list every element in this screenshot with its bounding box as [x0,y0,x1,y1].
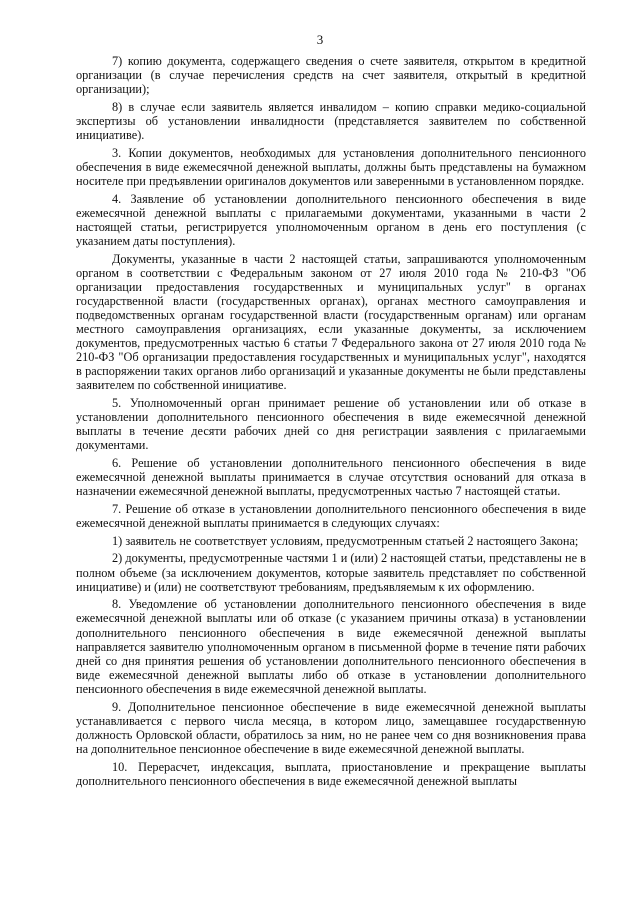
paragraph-item-7: 7) копию документа, содержащего сведения о счете заявителя, открытом в кредитной организации (в случае перечисления средств на счет заявителя, открытый в кредитной организации); [76,54,586,97]
paragraph-5: 5. Уполномоченный орган принимает решение об установлении или об отказе в установлении дополнительного пенсионного обеспечения в виде ежемесячной денежной выплаты в течение десяти рабочих дней со дня регистрации заявления с прилагаемыми документами. [76,396,586,453]
paragraph-7-item-2: 2) документы, предусмотренные частями 1 и (или) 2 настоящей статьи, представлены не в полном объеме (за исключением документов, которые заявитель представляет по собственной инициативе) и (или) не соответствуют требованиям, предъявляемым к их оформлению. [76,551,586,594]
paragraph-7-item-1: 1) заявитель не соответствует условиям, предусмотренным статьей 2 настоящего Закона; [112,533,579,548]
paragraph-10: 10. Перерасчет, индексация, выплата, приостановление и прекращение выплаты дополнительного пенсионного обеспечения в виде ежемесячной денежной выплаты [76,759,586,788]
paragraph-3: 3. Копии документов, необходимых для установления дополнительного пенсионного обеспечения в виде ежемесячной денежной выплаты, должны быть представлены на бумажном носителе при предъявлении оригиналов документов или заверенными в установленном порядке. [76,145,586,188]
paragraph-4-continued: Документы, указанные в части 2 настоящей статьи, запрашиваются уполномоченным органом в соответствии с Федеральным законом от 27 июля 2010 года № 210-ФЗ "Об организации предоставления государственных и муниципальных услуг" в органах государственной власти (государственных органах), органах местного самоуправления и подведомственных органам государственной власти (государственным органам) или органам местного самоуправления организациях, если указанные документы, за исключением документов, предусмотренных частью 6 статьи 7 Федерального закона от 27 июля 2010 года № 210-ФЗ "Об организации предоставления государственных и муниципальных услуг", находятся в распоряжении таких органов либо организаций и указанные документы не были представлены заявителем по собственной инициативе. [76,251,586,393]
paragraph-8: 8. Уведомление об установлении дополнительного пенсионного обеспечения в виде ежемесячной денежной выплаты или об отказе (с указанием причины отказа) в установлении дополнительного пенсионного обеспечения в виде ежемесячной денежной выплаты направляется заявителю уполномоченным органом в письменной форме в течение пяти рабочих дней со дня принятия решения об установлении дополнительного пенсионного обеспечения в виде ежемесячной денежной выплаты либо об отказе в установлении дополнительного пенсионного обеспечения в виде ежемесячной денежной выплаты. [76,597,586,696]
paragraph-4: 4. Заявление об установлении дополнительного пенсионного обеспечения в виде ежемесячной денежной выплаты с прилагаемыми документами, указанными в части 2 настоящей статьи, регистрируется уполномоченным органом в день его поступления (с указанием даты поступления). [76,191,586,248]
document-body [76,54,586,791]
paragraph-7: 7. Решение об отказе в установлении дополнительного пенсионного обеспечения в виде ежемесячной денежной выплаты принимается в следующих случаях: [76,501,586,531]
paragraph-item-8: 8) в случае если заявитель является инвалидом – копию справки медико-социальной экспертизы об установлении инвалидности (представляется заявителем по собственной инициативе). [76,99,586,143]
paragraph-9: 9. Дополнительное пенсионное обеспечение в виде ежемесячной денежной выплаты устанавливается с первого числа месяца, в котором лицо, замещавшее государственную должность Орловской области, обратилось за ним, но не ранее чем со дня возникновения права на дополнительное пенсионное обеспечение в виде ежемесячной денежной выплаты. [76,699,586,756]
page-number: 3 [316,32,324,47]
paragraph-6: 6. Решение об установлении дополнительного пенсионного обеспечения в виде ежемесячной денежной выплаты принимается в случае отсутствия оснований для отказа в назначении ежемесячной денежной выплаты, предусмотренных частью 7 настоящей статьи. [76,456,586,499]
